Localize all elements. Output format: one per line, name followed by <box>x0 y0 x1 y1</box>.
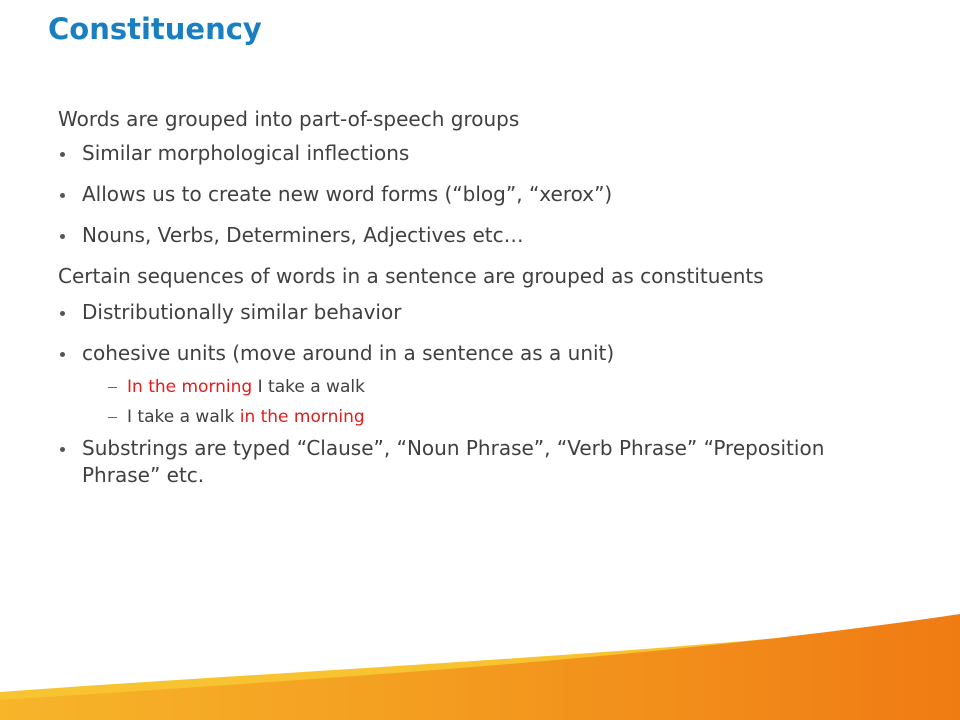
decorative-swoosh <box>0 600 960 720</box>
example-text: I take a walk <box>127 407 240 427</box>
bullet-item <box>58 140 918 167</box>
swoosh-orange <box>0 614 960 720</box>
bullet-text: cohesive units (move around in a sentence as a unit) <box>82 341 615 365</box>
bullet-item <box>58 222 918 249</box>
bullet-icon <box>60 352 65 357</box>
bullet-icon <box>60 311 65 316</box>
bullet-text: Substrings are typed “Clause”, “Noun Phrase”, “Verb Phrase” “Preposition Phrase” etc. <box>82 436 825 487</box>
bullet-text: Allows us to create new word forms (“blog”, “xerox”) <box>82 182 613 206</box>
bullet-icon <box>60 234 65 239</box>
bullet-item <box>58 340 918 429</box>
slide-content <box>58 104 918 489</box>
bullet-item <box>58 181 918 208</box>
dash-icon <box>108 417 117 418</box>
section2-heading: Certain sequences of words in a sentence are grouped as constituents <box>58 264 764 288</box>
bullet-icon <box>60 152 65 157</box>
dash-icon <box>108 387 117 388</box>
example-text: I take a walk <box>252 377 365 397</box>
bullet-text: Distributionally similar behavior <box>82 300 402 324</box>
bullet-icon <box>60 447 65 452</box>
example-list <box>82 375 918 429</box>
slide-title: Constituency <box>48 12 262 46</box>
bullet-item <box>58 299 918 326</box>
bullet-item <box>58 435 918 489</box>
example-highlight: In the morning <box>127 377 253 397</box>
bullet-text: Nouns, Verbs, Determiners, Adjectives etc… <box>82 223 524 247</box>
bullet-text: Similar morphological inflections <box>82 141 410 165</box>
example-item <box>82 405 918 429</box>
section1-bullets <box>58 140 918 249</box>
example-highlight: in the morning <box>239 407 365 427</box>
example-item <box>82 375 918 399</box>
section1-heading: Words are grouped into part-of-speech groups <box>58 107 520 131</box>
bullet-icon <box>60 193 65 198</box>
section2-bullets <box>58 299 918 489</box>
